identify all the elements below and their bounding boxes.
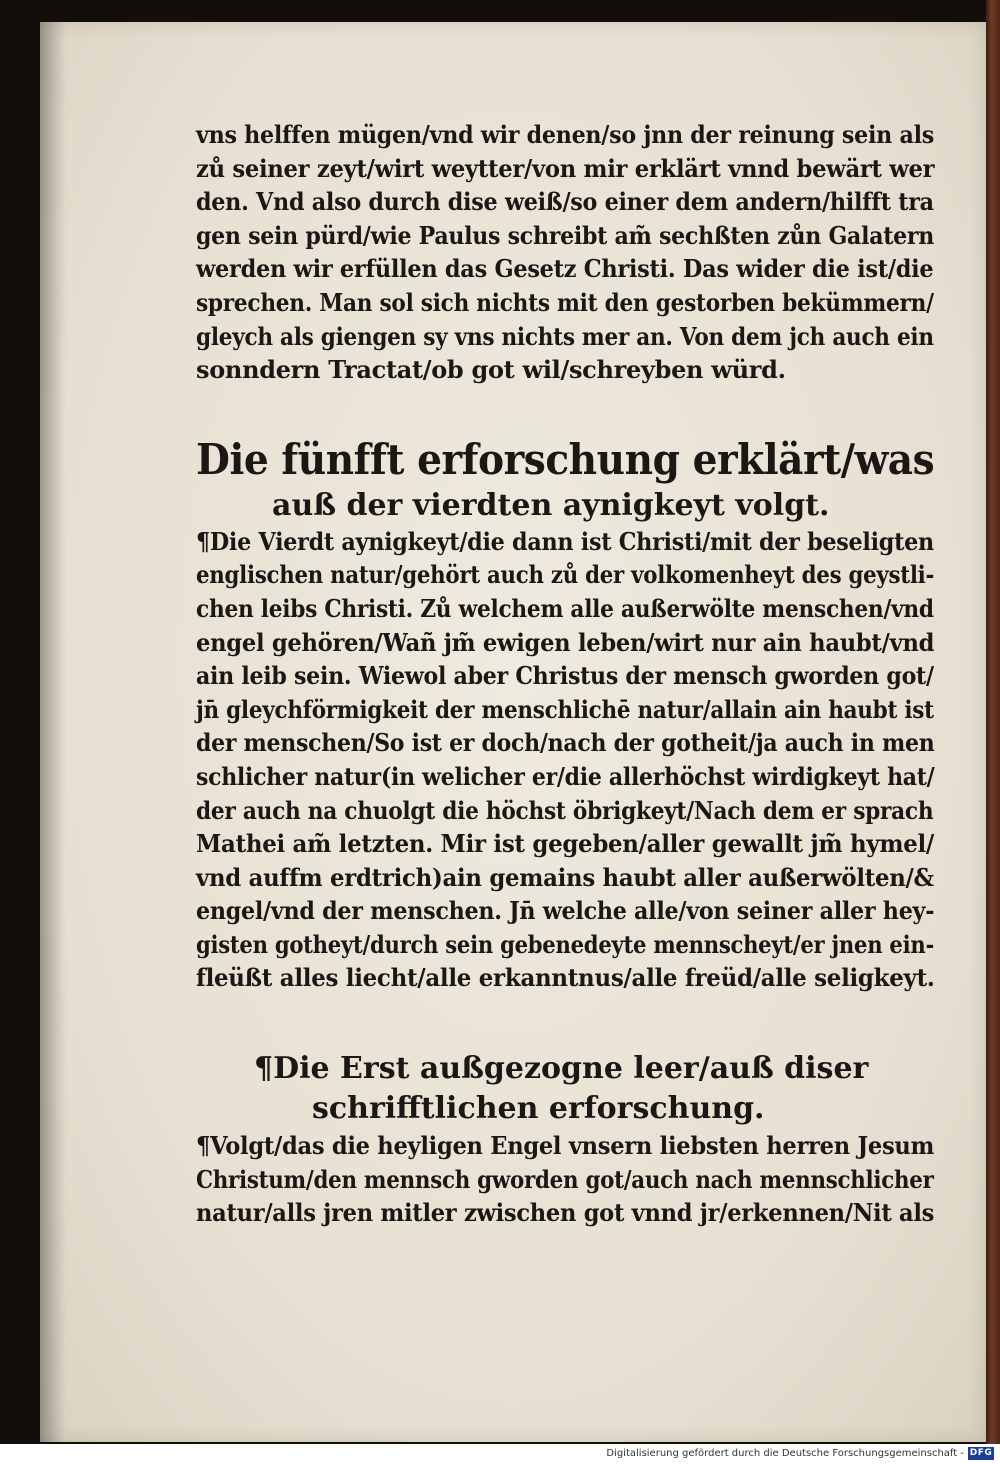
paragraph-2 (196, 525, 936, 995)
heading-line: schrifftlichen erforschung. (312, 1091, 765, 1127)
heading-line: ¶Die Erst außgezogne leer/auß diser (254, 1051, 869, 1087)
section-heading-first-teaching (196, 1049, 936, 1129)
text-line: gen sein pürd/wie Paulus schreibt am̃ sechßten zůn Galatern (196, 220, 935, 250)
text-line: Christum/den mennsch gworden got/auch nach mennschlicher (196, 1164, 934, 1194)
text-line: engel gehören/Wañ jm̃ ewigen leben/wirt nur ain haubt/vnd (196, 627, 935, 657)
section-heading-fifth (196, 433, 936, 525)
text-line: natur/alls jren mitler zwischen got vnnd jr/erkennen/Nit als (196, 1198, 935, 1228)
digitization-footer (0, 1444, 1000, 1464)
text-line: schlicher natur(in welicher er/die allerhöchst wirdigkeyt hat/ (196, 761, 935, 791)
text-line: den. Vnd also durch dise weiß/so einer dem andern/hilfft tra (196, 187, 934, 217)
text-line: der menschen/So ist er doch/nach der gotheit/ja auch in men (196, 728, 935, 758)
text-line: jn̄ gleychförmigkeit der menschlichē natur/allain ain haubt ist (196, 694, 934, 724)
text-line: sonndern Tractat/ob got wil/schreyben würd. (196, 355, 786, 385)
footer-credit: Digitalisierung gefördert durch die Deutsche Forschungsgemeinschaft - (606, 1448, 964, 1459)
text-line: zů seiner zeyt/wirt weytter/von mir erklärt vnnd bewärt wer (196, 153, 935, 183)
text-line: gisten gotheyt/durch sein gebenedeyte mennscheyt/er jnen ein- (196, 929, 934, 959)
text-line: engel/vnd der menschen. Jn̄ welche alle/von seiner aller hey- (196, 896, 935, 926)
book-cover-edge (986, 0, 1000, 1444)
text-line: gleych als giengen sy vns nichts mer an. Von dem jch auch ein (196, 321, 934, 351)
paragraph-1 (196, 118, 936, 387)
page-text (196, 118, 936, 1230)
text-line: vnd auffm erdtrich)ain gemains haubt aller außerwölten/& (196, 862, 934, 892)
text-line: englischen natur/gehört auch zů der volkomenheyt des geystli- (196, 560, 935, 590)
text-line: Mathei am̃ letzten. Mir ist gegeben/aller gewallt jm̃ hymel/ (196, 829, 935, 859)
page-gutter-shadow (40, 22, 66, 1442)
text-line: fleüßt alles liecht/alle erkanntnus/alle freüd/alle seligkeyt. (196, 963, 935, 993)
text-line: ¶Die Vierdt aynigkeyt/die dann ist Christi/mit der beseligten (196, 526, 934, 556)
text-line: werden wir erfüllen das Gesetz Christi. Das wider die ist/die (196, 254, 934, 284)
text-line: der auch na chuolgt die höchst öbrigkeyt/Nach dem er sprach (196, 795, 934, 825)
heading-line: auß der vierdten aynigkeyt volgt. (272, 487, 830, 523)
heading-line: Die fünfft erforschung erklärt/was (196, 434, 935, 484)
paragraph-3 (196, 1129, 936, 1230)
dfg-logo: DFG (969, 1448, 993, 1458)
text-line: ¶Volgt/das die heyligen Engel vnsern liebsten herren Jesum (196, 1131, 935, 1161)
text-line: sprechen. Man sol sich nichts mit den gestorben bekümmern/ (196, 287, 934, 317)
text-line: ain leib sein. Wiewol aber Christus der mensch gworden got/ (196, 661, 934, 691)
text-line: vns helffen mügen/vnd wir denen/so jnn der reinung sein als (196, 120, 934, 149)
text-line: chen leibs Christi. Zů welchem alle außerwölte menschen/vnd (196, 593, 934, 623)
